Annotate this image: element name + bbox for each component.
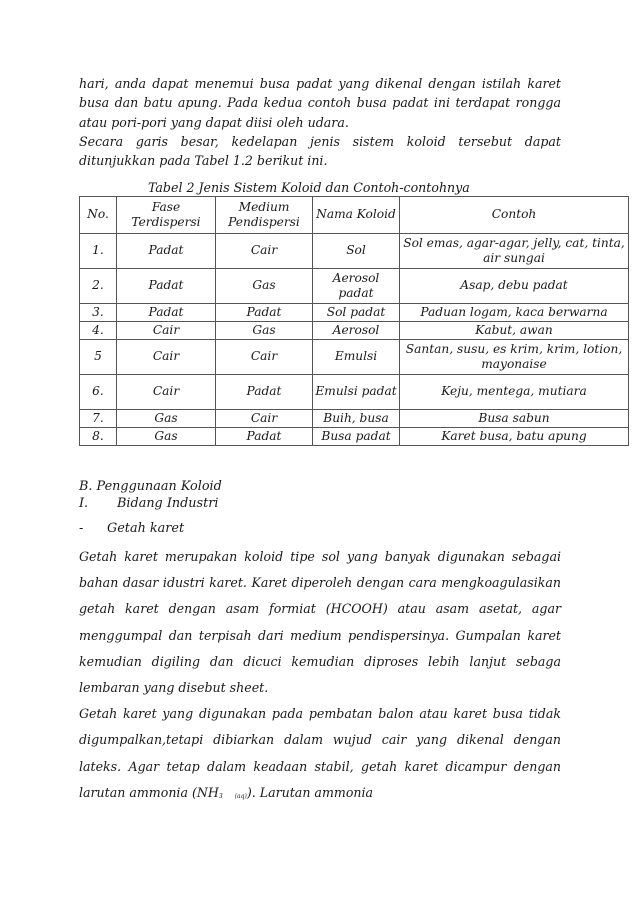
header-colloid-name: Nama Koloid	[313, 197, 400, 234]
header-no: No.	[80, 197, 117, 234]
body-paragraph-2-text: Getah karet yang digunakan pada pembatan balon atau karet busa tidak digumpalkan,tetapi dibiarkan dalam wujud cair yang dikenal dengan lateks. Agar tetap dalam keadaan stabil, getah karet dicampur dengan larutan ammonia (NH	[79, 706, 561, 800]
cell-medium: Padat	[216, 375, 313, 410]
cell-no: 1.	[80, 234, 117, 269]
header-dispersion-medium: Medium Pendispersi	[216, 197, 313, 234]
aq-subscript: (aq)	[234, 792, 247, 800]
table-row	[80, 234, 629, 269]
cell-no: 3.	[80, 304, 117, 322]
table-row	[80, 375, 629, 410]
cell-medium: Cair	[216, 234, 313, 269]
cell-no: 8.	[80, 428, 117, 446]
table-caption: Tabel 2 Jenis Sistem Koloid dan Contoh-contohnya	[148, 180, 470, 195]
body-paragraph-2	[79, 701, 561, 810]
table-row	[80, 410, 629, 428]
cell-colloid: Buih, busa	[313, 410, 400, 428]
subsection-heading-industry	[79, 495, 218, 512]
cell-phase: Cair	[117, 322, 216, 340]
subsection-number: I.	[79, 496, 89, 511]
cell-medium: Padat	[216, 304, 313, 322]
bullet-text: Getah karet	[107, 521, 185, 536]
table-row	[80, 340, 629, 375]
cell-medium: Gas	[216, 322, 313, 340]
cell-colloid: Busa padat	[313, 428, 400, 446]
table-row	[80, 269, 629, 304]
colloid-types-table	[79, 196, 629, 446]
cell-phase: Cair	[117, 340, 216, 375]
cell-examples: Paduan logam, kaca berwarna	[400, 304, 629, 322]
cell-medium: Gas	[216, 269, 313, 304]
cell-phase: Gas	[117, 410, 216, 428]
cell-colloid: Emulsi	[313, 340, 400, 375]
nh3-subscript: 3	[218, 792, 223, 800]
table-row	[80, 322, 629, 340]
section-heading-b: B. Penggunaan Koloid	[79, 479, 222, 494]
cell-examples: Sol emas, agar-agar, jelly, cat, tinta, air sungai	[400, 234, 629, 269]
header-examples: Contoh	[400, 197, 629, 234]
header-dispersed-phase: Fase Terdispersi	[117, 197, 216, 234]
cell-medium: Cair	[216, 410, 313, 428]
subsection-title: Bidang Industri	[117, 496, 219, 511]
cell-medium: Padat	[216, 428, 313, 446]
body-text	[79, 544, 561, 810]
cell-colloid: Emulsi padat	[313, 375, 400, 410]
cell-no: 5	[80, 340, 117, 375]
intro-paragraph-2: Secara garis besar, kedelapan jenis sistem koloid tersebut dapat ditunjukkan pada Tabel 1.2 berikut ini.	[79, 133, 561, 169]
cell-phase: Padat	[117, 234, 216, 269]
cell-examples: Kabut, awan	[400, 322, 629, 340]
intro-text	[79, 74, 561, 170]
table-header-row	[80, 197, 629, 234]
cell-phase: Padat	[117, 304, 216, 322]
cell-examples: Karet busa, batu apung	[400, 428, 629, 446]
body-paragraph-1: Getah karet merupakan koloid tipe sol yang banyak digunakan sebagai bahan dasar idustri karet. Karet diperoleh dengan cara mengkoagulasikan getah karet dengan asam formiat (HCOOH) atau asam asetat, agar menggumpal dan terpisah dari medium pendispersinya. Gumpalan karet kemudian digiling dan dicuci kemudian diproses lebih lanjut sebaga lembaran yang disebut sheet.	[79, 549, 561, 696]
cell-examples: Keju, mentega, mutiara	[400, 375, 629, 410]
cell-colloid: Sol	[313, 234, 400, 269]
table-row	[80, 428, 629, 446]
bullet-item-rubber-latex	[79, 520, 184, 537]
cell-colloid: Aerosol padat	[313, 269, 400, 304]
cell-examples: Santan, susu, es krim, krim, lotion, mayonaise	[400, 340, 629, 375]
cell-examples: Asap, debu padat	[400, 269, 629, 304]
cell-phase: Padat	[117, 269, 216, 304]
cell-no: 4.	[80, 322, 117, 340]
cell-colloid: Sol padat	[313, 304, 400, 322]
cell-phase: Gas	[117, 428, 216, 446]
body-paragraph-2-end: ). Larutan ammonia	[246, 784, 374, 800]
cell-examples: Busa sabun	[400, 410, 629, 428]
cell-medium: Cair	[216, 340, 313, 375]
cell-no: 6.	[80, 375, 117, 410]
bullet-dash: -	[79, 521, 84, 536]
table-row	[80, 304, 629, 322]
cell-phase: Cair	[117, 375, 216, 410]
cell-no: 7.	[80, 410, 117, 428]
cell-no: 2.	[80, 269, 117, 304]
intro-paragraph-1: hari, anda dapat menemui busa padat yang dikenal dengan istilah karet busa dan batu apung. Pada kedua contoh busa padat ini terdapat rongga atau pori-pori yang dapat diisi oleh udara.	[79, 76, 561, 130]
cell-colloid: Aerosol	[313, 322, 400, 340]
